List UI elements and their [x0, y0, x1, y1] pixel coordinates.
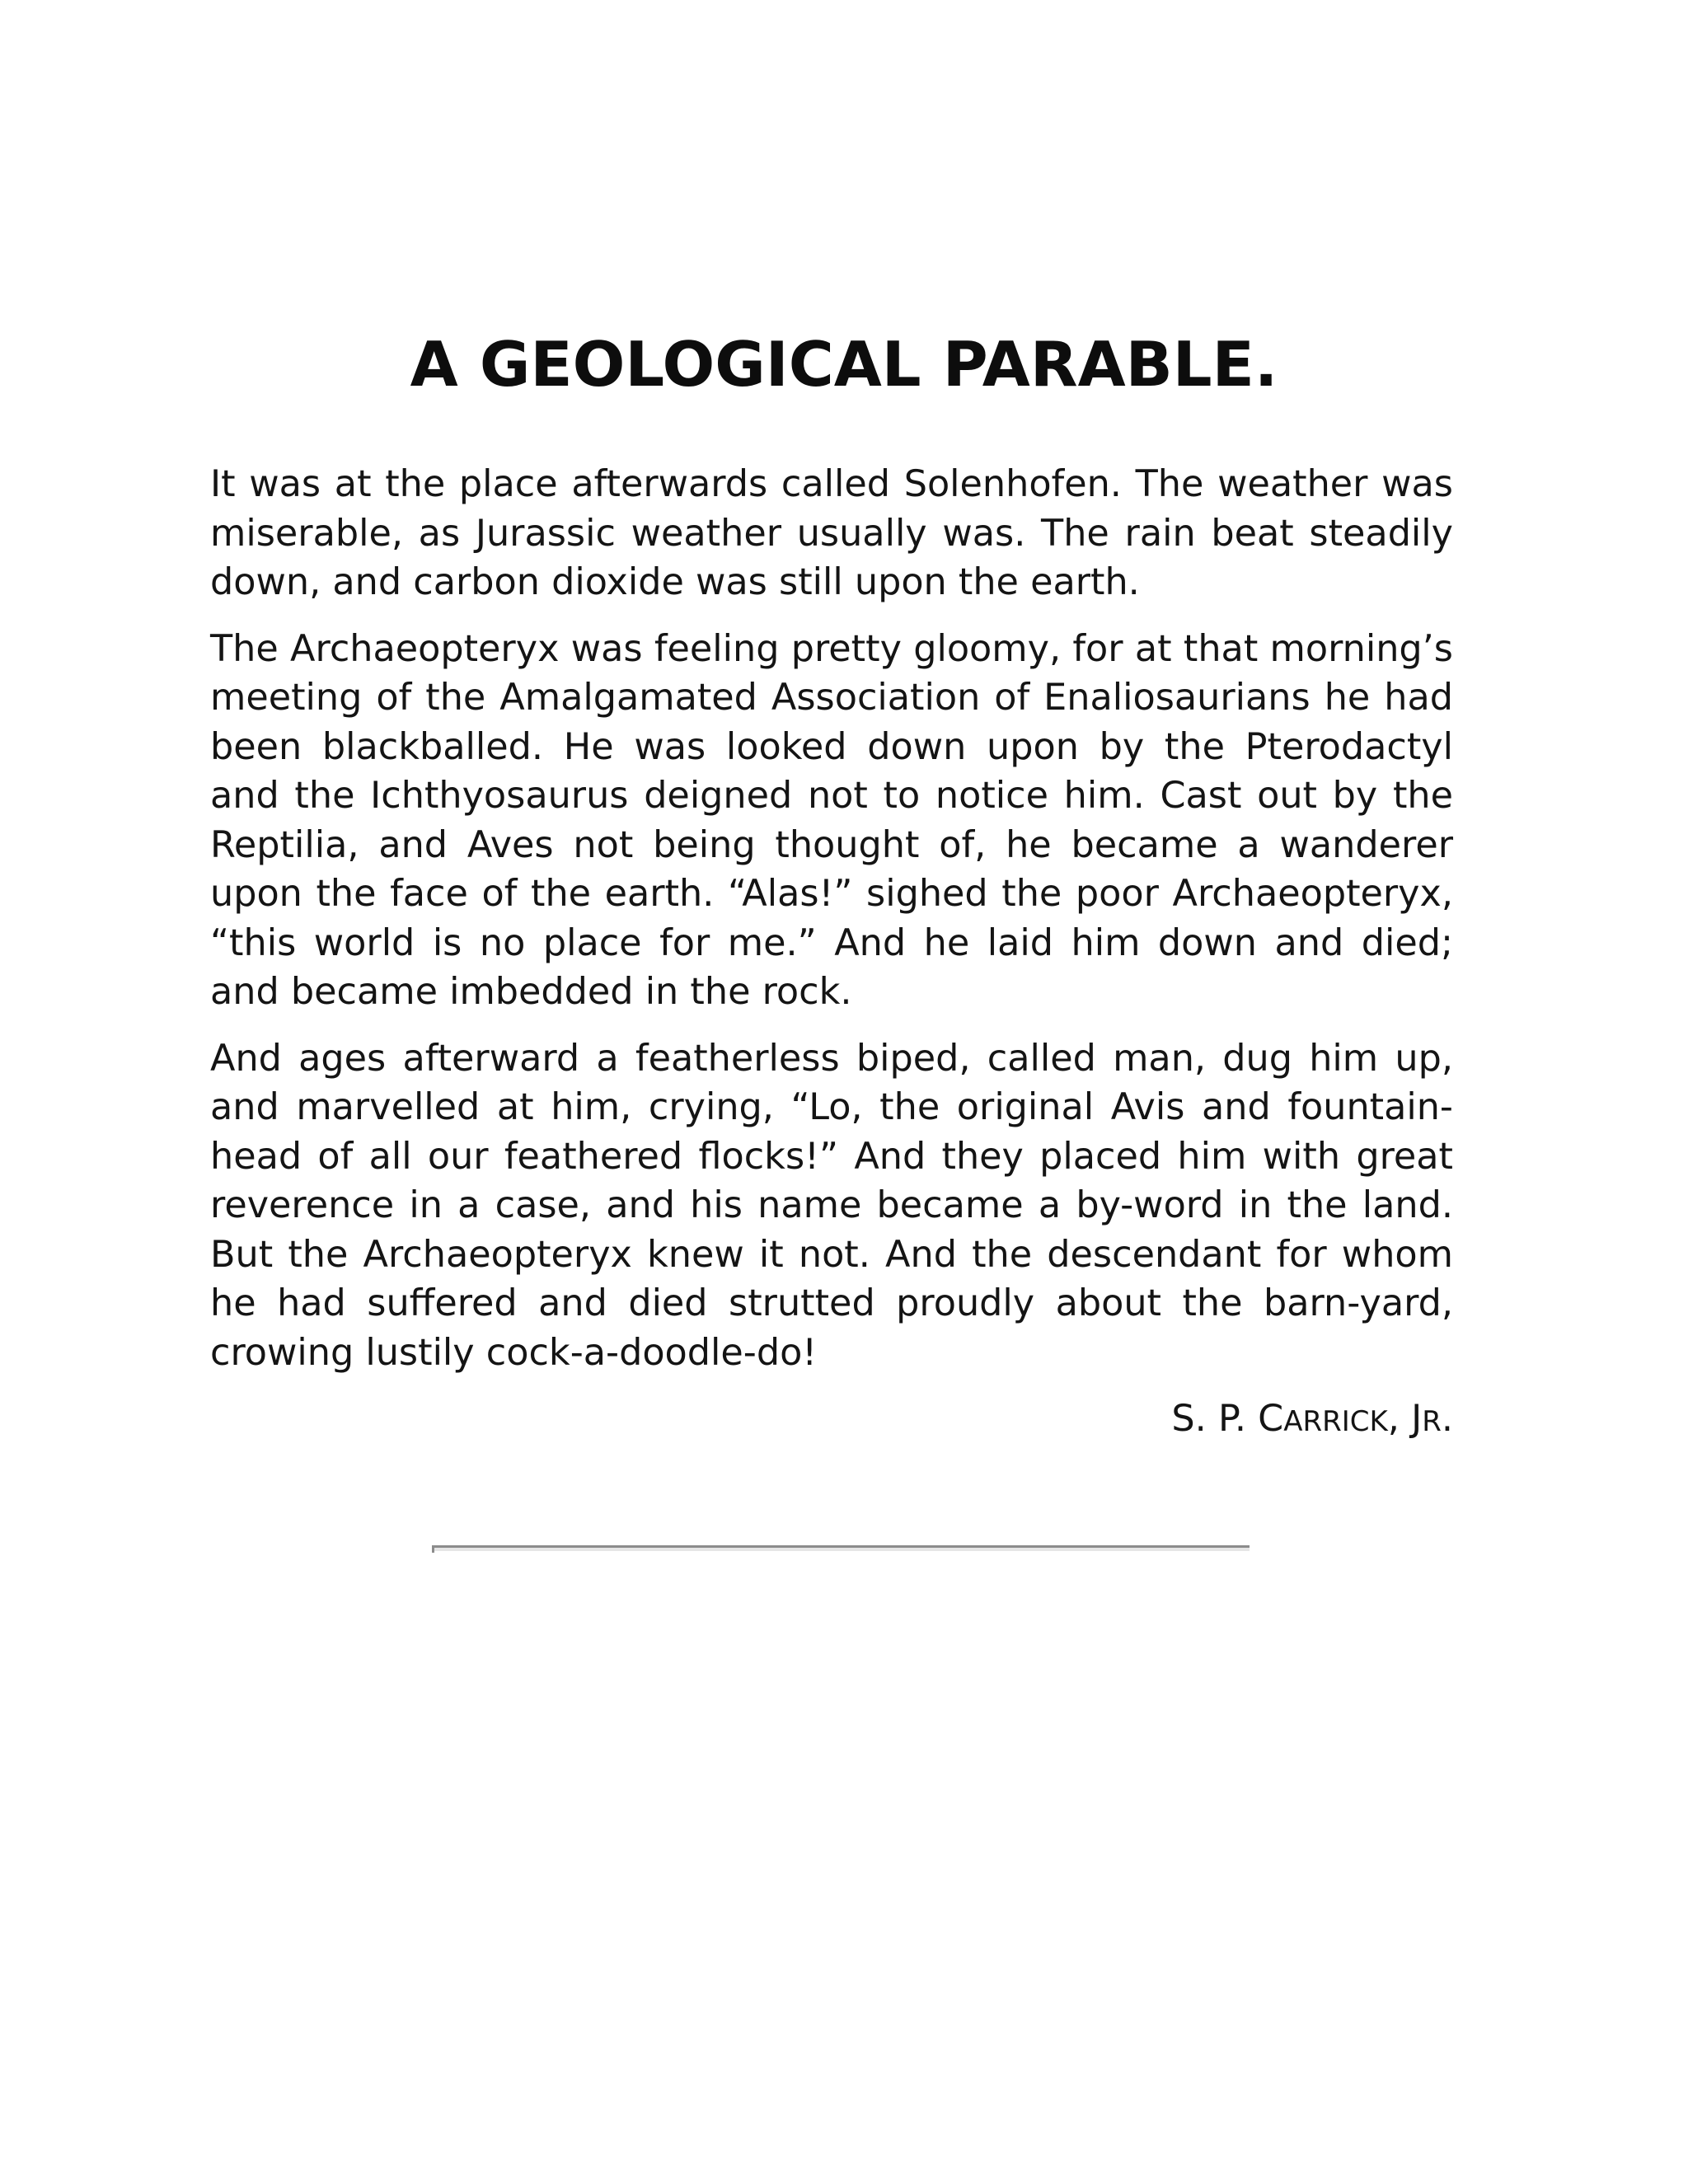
- rule-bottom-line: [432, 1548, 1250, 1551]
- horizontal-rule-divider: [432, 1545, 1250, 1552]
- article-body: [210, 460, 1453, 1446]
- signature-separator: , J: [1387, 1398, 1423, 1440]
- signature-initials: S. P. C: [1171, 1398, 1284, 1440]
- signature-surname: ARRICK: [1283, 1405, 1388, 1438]
- paragraph-2: The Archaeopteryx was feeling pretty gloomy, for at that morning’s meeting of the Amalgamated Association of Enaliosaurians he had been blackballed. He was looked down upon by the Pterodactyl and the Ichthyosaurus deigned not to notice him. Cast out by the Reptilia, and Aves not being thought of, he became a wanderer upon the face of the earth. “Alas!” sighed the poor Archaeopteryx, “this world is no place for me.” And he laid him down and died; and became imbedded in the rock.: [210, 627, 1453, 1013]
- signature-suffix: R: [1422, 1405, 1442, 1438]
- author-signature: [210, 1394, 1453, 1446]
- page-title: A GEOLOGICAL PARABLE.: [410, 328, 1278, 401]
- rule-left-cap: [432, 1545, 434, 1553]
- paragraph-3: And ages afterward a featherless biped, called man, dug him up, and marvelled at him, crying, “Lo, the original Avis and fountain-head of all our feathered flocks!” And they placed him with great reverence in a case, and his name became a by-word in the land. But the Archaeopteryx knew it not. And the descendant for whom he had suffered and died strutted proudly about the barn-yard, crowing lustily cock-a-doodle-do!: [210, 1037, 1453, 1374]
- paragraph-1: It was at the place afterwards called Solenhofen. The weather was miserable, as Jurassic weather usually was. The rain beat steadily down, and carbon dioxide was still upon the earth.: [210, 463, 1453, 603]
- signature-end: .: [1441, 1398, 1453, 1440]
